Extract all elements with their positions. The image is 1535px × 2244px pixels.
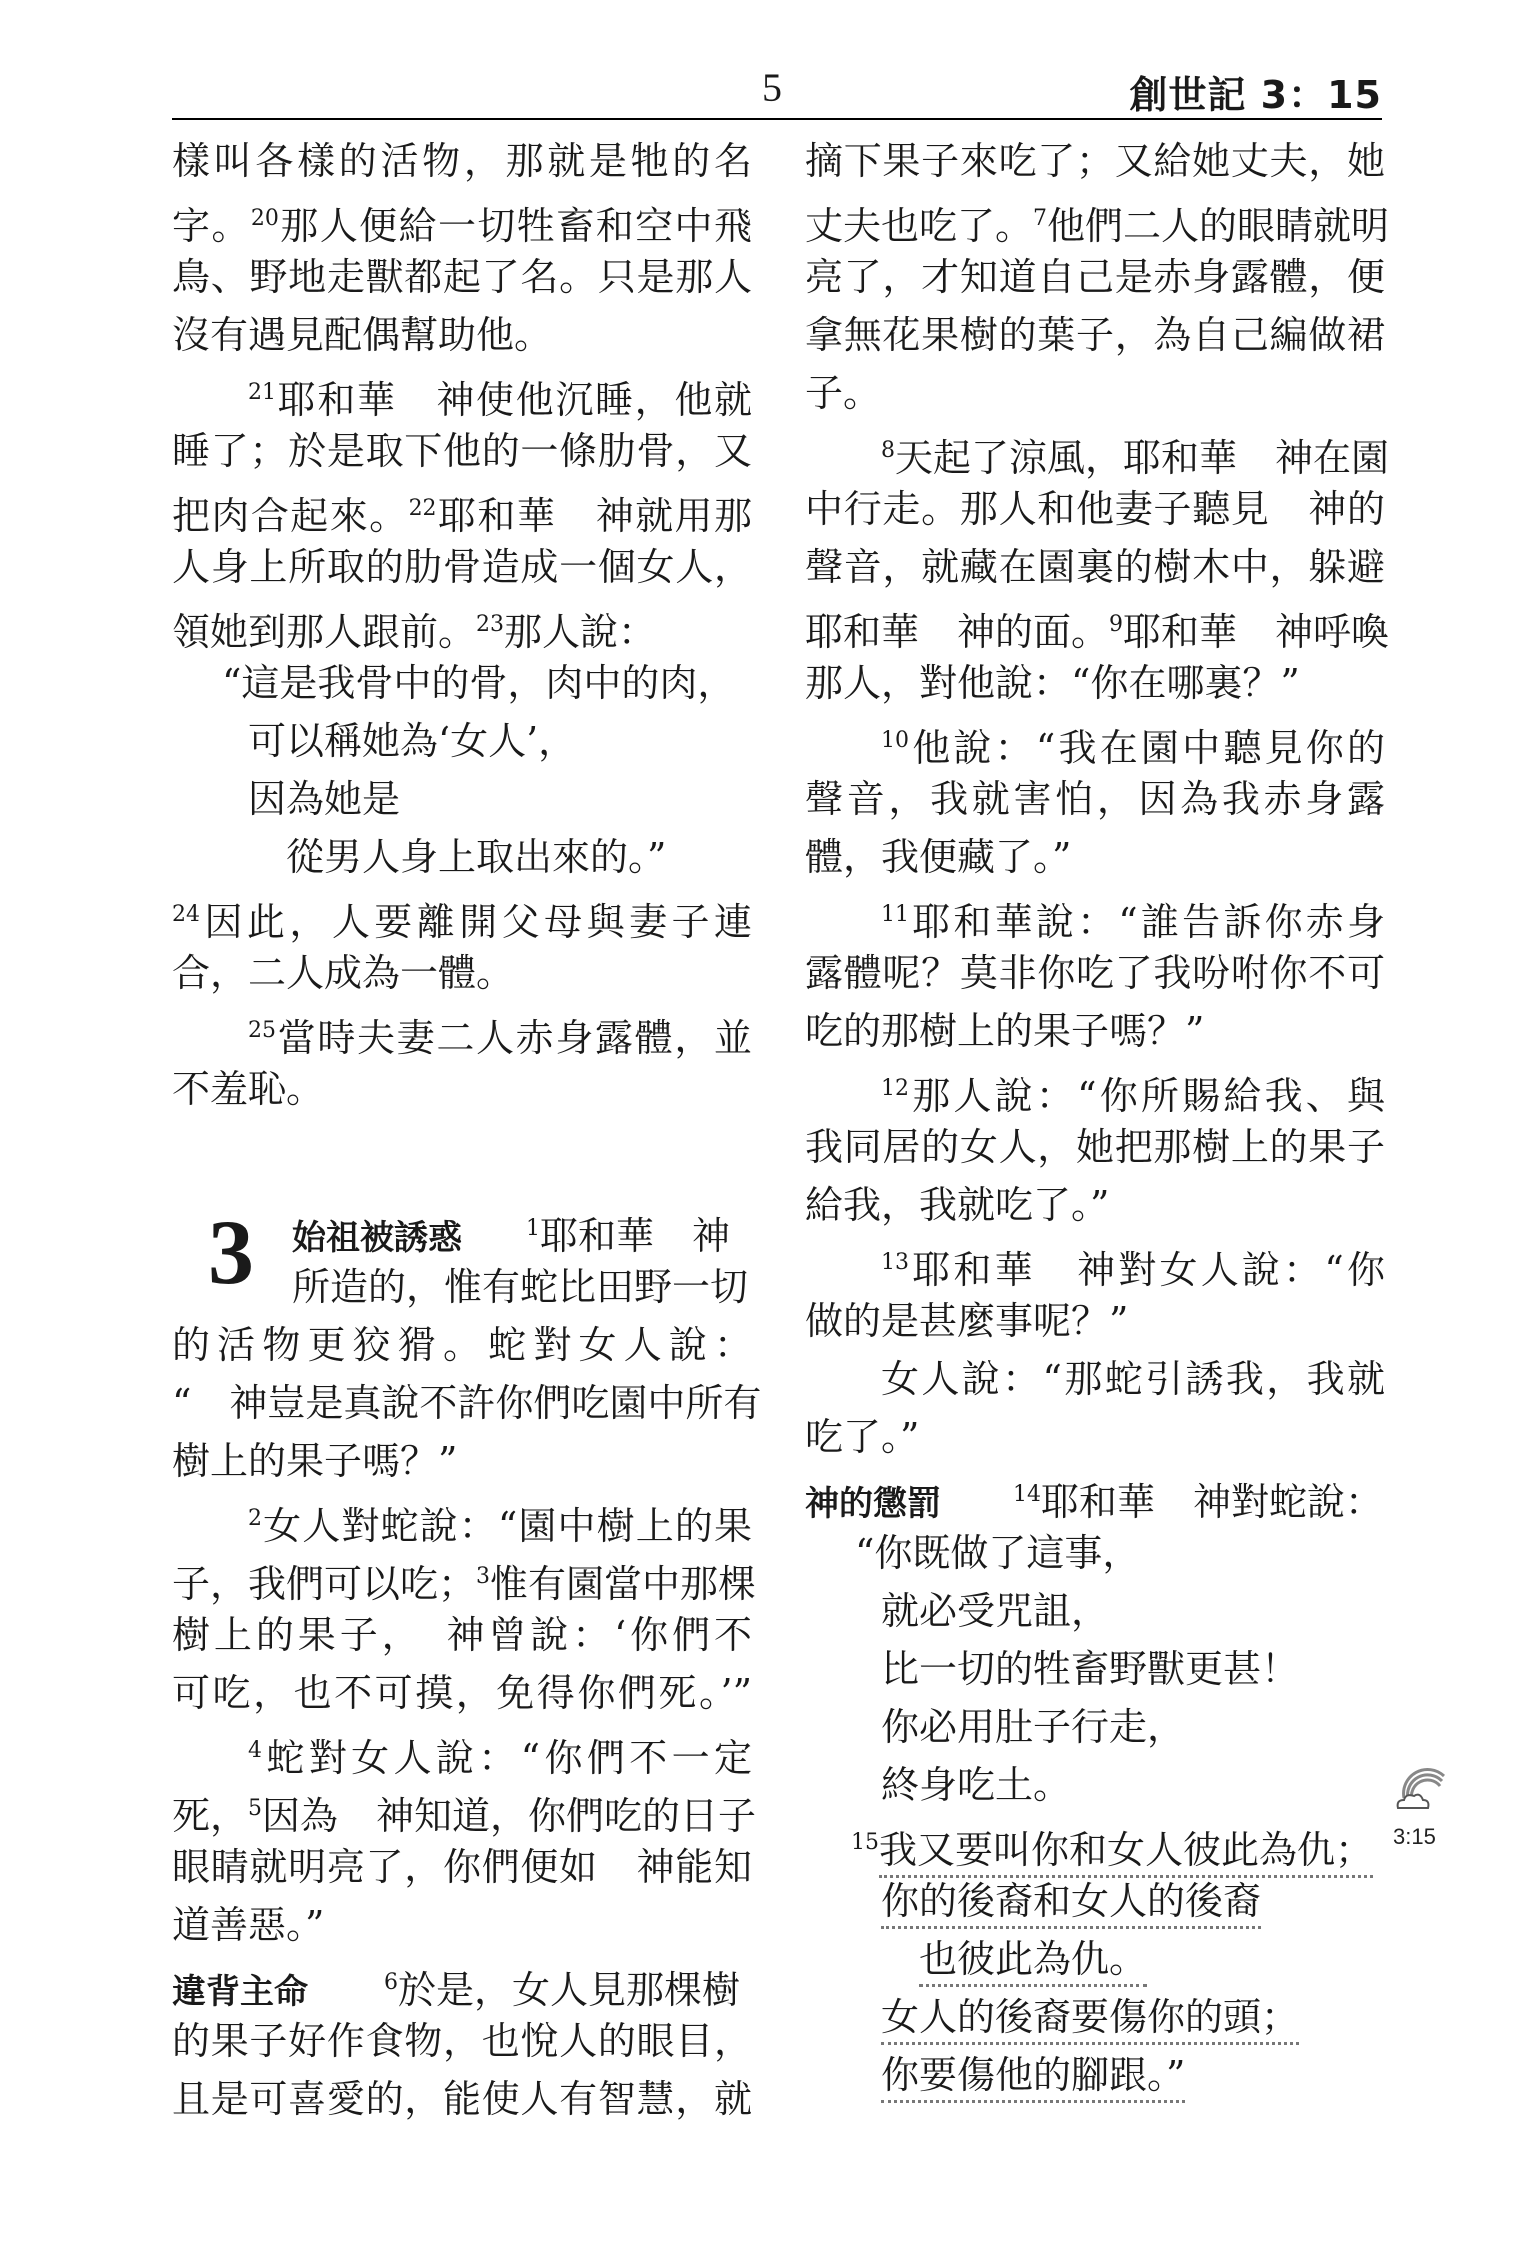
text-line: 違背主命 $^6$於是，女人見那棵樹 bbox=[172, 1968, 741, 2012]
verse-number: 11 bbox=[881, 902, 909, 927]
verse-number: 21 bbox=[248, 380, 276, 405]
poetry-line: “這是我骨中的骨，肉中的肉， bbox=[222, 661, 736, 705]
poetry-line: 可以稱她為‘女人’， bbox=[248, 719, 577, 763]
text-line: 合，二人成為一體。 bbox=[172, 951, 515, 995]
page-number: 5 bbox=[762, 65, 782, 110]
text-line: 且是可喜愛的，能使人有智慧，就 bbox=[172, 2077, 752, 2121]
text-line: $^{25}$當時夫妻二人赤身露體，並 bbox=[248, 1016, 752, 1060]
rainbow-cloud-icon bbox=[1392, 1762, 1448, 1818]
text-line: 死，$^5$因為 神知道，你們吃的日子 bbox=[172, 1794, 757, 1838]
text-line: 領她到那人跟前。$^{23}$那人說： bbox=[172, 610, 657, 654]
text-line: 中行走。那人和他妻子聽見 神的 bbox=[805, 487, 1385, 531]
text-line: 吃的那樹上的果子嗎？” bbox=[805, 1009, 1205, 1053]
page-header bbox=[172, 62, 1382, 118]
text-line: 做的是甚麼事呢？” bbox=[805, 1299, 1129, 1343]
highlighted-text: 我又要叫你和女人彼此為仇； bbox=[879, 1825, 1373, 1878]
highlighted-text: 也彼此為仇。 bbox=[919, 1934, 1147, 1987]
poetry-line: 就必受咒詛， bbox=[881, 1589, 1110, 1633]
poetry-line: 從男人身上取出來的。” bbox=[286, 835, 667, 879]
text-line: $^4$蛇對女人說：“你們不一定 bbox=[248, 1736, 752, 1780]
text-line: 樣叫各樣的活物，那就是牠的名 bbox=[172, 139, 752, 183]
text-line: $^{12}$那人說：“你所賜給我、與 bbox=[881, 1074, 1385, 1118]
highlighted-text: 你的後裔和女人的後裔 bbox=[881, 1876, 1261, 1929]
text-line: 神的懲罰 $^{14}$耶和華 神對蛇說： bbox=[805, 1480, 1384, 1524]
verse-number: 12 bbox=[881, 1076, 909, 1101]
verse-number: 1 bbox=[526, 1216, 540, 1241]
margin-reference: 3:15 bbox=[1393, 1824, 1436, 1849]
text-line: $^2$女人對蛇說：“園中樹上的果 bbox=[248, 1504, 752, 1548]
text-line: 丈夫也吃了。$^7$他們二人的眼睛就明 bbox=[805, 204, 1390, 248]
text-line: 把肉合起來。$^{22}$耶和華 神就用那 bbox=[172, 494, 752, 538]
verse-number: 6 bbox=[384, 1970, 398, 1995]
left-column bbox=[172, 132, 762, 2128]
chapter-block bbox=[172, 1200, 752, 1316]
poetry-line: “你既做了這事， bbox=[855, 1531, 1141, 1575]
verse-number: 24 bbox=[172, 902, 200, 927]
poetry-line: 因為她是 bbox=[248, 777, 401, 821]
text-line: $^{24}$因此，人要離開父母與妻子連 bbox=[172, 900, 752, 944]
text-line: 不羞恥。 bbox=[172, 1067, 325, 1111]
poetry-line bbox=[805, 1988, 1385, 2046]
text-line: 字。$^{20}$那人便給一切牲畜和空中飛 bbox=[172, 204, 752, 248]
verse-number: 10 bbox=[881, 728, 909, 753]
text-line: 可吃，也不可摸，免得你們死。’” bbox=[172, 1671, 752, 1715]
chapter-number: 3 bbox=[208, 1201, 254, 1303]
verse-number: 9 bbox=[1109, 612, 1124, 637]
verse-number: 23 bbox=[476, 612, 505, 637]
text-line: 體，我便藏了。” bbox=[805, 835, 1072, 879]
verse-number: 25 bbox=[248, 1018, 276, 1043]
poetry-line: 你必用肚子行走， bbox=[881, 1705, 1186, 1749]
text-line: 那人，對他說：“你在哪裏？” bbox=[805, 661, 1300, 705]
poetry-line bbox=[805, 2046, 1385, 2104]
running-head: 創世記 3：15 bbox=[1129, 73, 1382, 117]
highlighted-text: 女人的後裔要傷你的頭； bbox=[881, 1992, 1299, 2045]
text-line: 子，我們可以吃；$^3$惟有園當中那棵 bbox=[172, 1562, 757, 1606]
verse-number: 20 bbox=[250, 206, 279, 231]
text-line: 樹上的果子， 神曾說：‘你們不 bbox=[172, 1613, 752, 1657]
verse-number: 8 bbox=[881, 438, 895, 463]
poetry-line: 比一切的牲畜野獸更甚！ bbox=[881, 1647, 1300, 1691]
verse-number: 2 bbox=[248, 1506, 262, 1531]
text-line: “ 神豈是真說不許你們吃園中所有 bbox=[172, 1381, 762, 1425]
poetry-line: 終身吃土。 bbox=[881, 1763, 1072, 1807]
poetry-line bbox=[805, 1872, 1385, 1930]
text-line: $^{11}$耶和華說：“誰告訴你赤身 bbox=[881, 900, 1385, 944]
text-line: 亮了，才知道自己是赤身露體，便 bbox=[805, 255, 1385, 299]
text-line: 始祖被誘惑 $^1$耶和華 神 bbox=[292, 1214, 731, 1258]
text-line: 眼睛就明亮了，你們便如 神能知 bbox=[172, 1845, 752, 1889]
text-line: 睡了；於是取下他的一條肋骨，又 bbox=[172, 429, 752, 473]
verse-number: 7 bbox=[1033, 206, 1048, 231]
text-line: 摘下果子來吃了；又給她丈夫，她 bbox=[805, 139, 1385, 183]
right-column bbox=[805, 132, 1390, 2104]
section-heading: 神的懲罰 bbox=[805, 1484, 941, 1524]
poetry-line bbox=[805, 1930, 1385, 1988]
text-line: 女人說：“那蛇引誘我，我就 bbox=[881, 1357, 1385, 1401]
text-line: 子。 bbox=[805, 371, 882, 415]
text-line: 給我，我就吃了。” bbox=[805, 1183, 1110, 1227]
text-line: 樹上的果子嗎？” bbox=[172, 1439, 458, 1483]
highlighted-text: 你要傷他的腳跟。” bbox=[881, 2050, 1185, 2103]
verse-number: 5 bbox=[248, 1796, 263, 1821]
text-line: 所造的，惟有蛇比田野一切 bbox=[292, 1265, 749, 1309]
text-line: 道善惡。” bbox=[172, 1903, 325, 1947]
text-line: 沒有遇見配偶幫助他。 bbox=[172, 313, 553, 357]
verse-number: 22 bbox=[408, 496, 437, 521]
text-line: 人身上所取的肋骨造成一個女人， bbox=[172, 545, 752, 589]
verse-number: 13 bbox=[881, 1250, 909, 1275]
text-line: 拿無花果樹的葉子，為自己編做裙 bbox=[805, 313, 1385, 357]
section-heading: 違背主命 bbox=[172, 1972, 308, 2012]
text-line: $^{13}$耶和華 神對女人說：“你 bbox=[881, 1248, 1385, 1292]
verse-number: 15 bbox=[851, 1830, 879, 1855]
text-line: 聲音，就藏在園裏的樹木中，躲避 bbox=[805, 545, 1385, 589]
text-line: 吃了。” bbox=[805, 1415, 920, 1459]
section-heading: 始祖被誘惑 bbox=[292, 1218, 462, 1258]
text-line: 的果子好作食物，也悅人的眼目， bbox=[172, 2019, 752, 2063]
poetry-line bbox=[805, 1814, 1385, 1872]
header-rule bbox=[172, 118, 1382, 120]
verse-number: 4 bbox=[248, 1738, 262, 1763]
text-line: $^8$天起了涼風，耶和華 神在園 bbox=[881, 436, 1390, 480]
verse-number: 14 bbox=[1013, 1482, 1041, 1507]
text-line: 的活物更狡猾。蛇對女人說： bbox=[172, 1323, 752, 1367]
text-line: $^{21}$耶和華 神使他沉睡，他就 bbox=[248, 378, 752, 422]
text-line: 聲音，我就害怕，因為我赤身露 bbox=[805, 777, 1385, 821]
text-line: 鳥、野地走獸都起了名。只是那人 bbox=[172, 255, 752, 299]
text-line: $^{10}$他說：“我在園中聽見你的 bbox=[881, 726, 1385, 770]
text-line: 露體呢？莫非你吃了我吩咐你不可 bbox=[805, 951, 1385, 995]
text-line: 耶和華 神的面。$^9$耶和華 神呼喚 bbox=[805, 610, 1390, 654]
text-line: 我同居的女人，她把那樹上的果子 bbox=[805, 1125, 1385, 1169]
verse-number: 3 bbox=[476, 1564, 491, 1589]
